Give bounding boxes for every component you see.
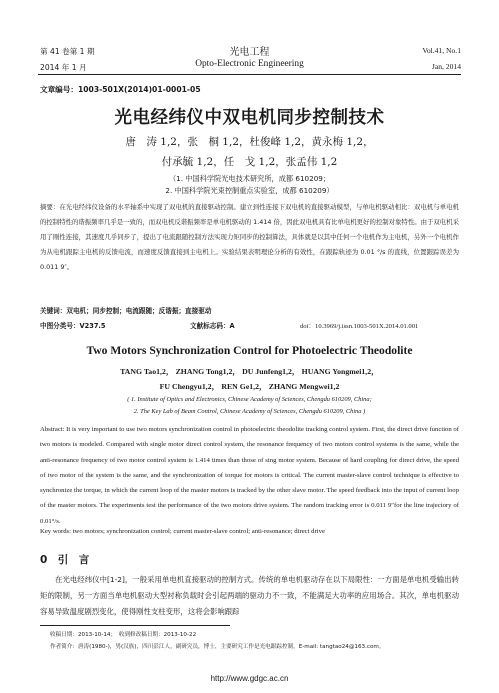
abstract-cn: 摘要：在光电经纬仪设备的水平轴系中实现了双电机的直接驱动控制。建立到性连接下双电机的直接驱动模型，与单电机驱动相比：双电机与单电机的控制特性的谐振频率几乎是一致的，而双电机反谐振频率是单电机驱动的 1.414 倍，因此双电机具有比单电机更好的控制对象特性。由于双电机采用了刚性连接，其速度几乎同步了，提出了电流跟随控制方法实现力矩同步的控制算法，具体就是以其中任何一个电机作为主电机，另外一个电机作为从电机跟踪主电机的反馈电流，而速度反馈直接到主电机上。实验结果表明理论分析的有效性，在跟踪轨迹为 0.01 °/s 的直线，位置跟踪误差为 0.011 9″。 bbox=[40, 203, 459, 271]
header-volume-cn: 第 41 卷第 1 期 bbox=[40, 47, 95, 56]
header-journal-en: Opto-Electronic Engineering bbox=[195, 59, 304, 69]
header-volume-en: Vol.41, No.1 bbox=[422, 46, 461, 55]
keywords-cn: 关键词：双电机；同步控制；电流跟随；反谐振；直接驱动 bbox=[40, 307, 212, 315]
footer-url[interactable]: http://www.gdgc.ac.cn bbox=[210, 674, 289, 683]
section-title: 0 引 言 bbox=[40, 554, 90, 566]
authors-en-line2: FU Chengyu1,2， REN Ge1,2， ZHANG Mengwei1,2 bbox=[159, 382, 340, 391]
affiliation-en-1: ( 1. Institute of Optics and Electronics, Chinese Academy of Sciences, Chengdu 610209, China; bbox=[127, 396, 372, 403]
keywords-en: Key words: two motors; synchronization control; current master-slave control; anti-resonance; direct drive bbox=[40, 528, 325, 535]
document-code: 文献标志码：A bbox=[190, 322, 235, 330]
footnote-author: 作者简介：唐涛(1980-)，男(汉族)，四川彭江人，副研究员，博士，主要研究工作是光电跟踪控制。E-mail: tangtao24@163.com。 bbox=[50, 644, 385, 650]
header-rule bbox=[38, 74, 461, 75]
doi: doi：10.3969/j.issn.1003-501X.2014.01.001 bbox=[300, 323, 419, 330]
title-en: Two Motors Synchronization Control for Photoelectric Theodolite bbox=[86, 344, 413, 357]
affiliation-cn-1: （1. 中国科学院光电技术研究所，成都 610209； bbox=[168, 174, 331, 183]
header-journal-cn: 光电工程 bbox=[229, 47, 270, 58]
clc-number: 中图分类号：V237.5 bbox=[40, 322, 106, 330]
footnote-rule bbox=[40, 625, 230, 626]
footnote-received: 收稿日期：2013-10-14； 收到修改稿日期：2013-10-22 bbox=[50, 632, 197, 638]
affiliation-en-2: 2. The Key Lab of Beam Control, Chinese Academy of Sciences, Chengdu 610209, China ) bbox=[133, 408, 366, 415]
affiliation-cn-2: 2. 中国科学院光束控制重点实验室，成都 610209） bbox=[165, 186, 334, 195]
intro-paragraph: 在光电经纬仪中[1-2]，一般采用单电机直接驱动的控制方式。传统的单电机驱动存在以下局限性：一方面是单电机受输出转矩的限制，另一方面当单电机驱动大型衬称负载时会引起两端的驱动力不一致，不能满足大功率的应用场合。其次，单电机驱动容易导致温度剧烈变化，使得刚性支柱变形，这将会影响跟踪 bbox=[40, 575, 459, 616]
header-date-en: Jan, 2014 bbox=[431, 62, 461, 71]
authors-cn-line2: 付承毓 1,2，任 戈 1,2，张孟伟 1,2 bbox=[161, 156, 338, 168]
title-cn: 光电经纬仪中双电机同步控制技术 bbox=[114, 108, 385, 128]
abstract-en: Abstract: It is very important to use two motors synchronization control in photoelectric theodolite tracking control system. First, the direct drive function of two motors is modeled. Compared with single motor direct control system, the resonance frequency of two motors control systems is the same, while the anti-resonance frequency of two motor control system is 1.414 times than those of sing motor system. Because of hard coupling for direct drive, the speed of two motor of the system is the same, and the synchronization of torque for motors is critical. The current master-slave control technique is effective to synchronize the torque, in which the current loop of the master motors is tracked by the other slave motor. The speed feedback into the input of current loop of the master motors. The experiments test the performance of the two motors drive system. The random tracking error is 0.011 9″for the line trajectory of 0.01°/s. bbox=[40, 426, 459, 525]
authors-en-line1: TANG Tao1,2， ZHANG Tong1,2， DU Junfeng1,2， HUANG Yongmei1,2， bbox=[120, 367, 379, 376]
article-number: 文章编号：1003-501X(2014)01-0001-05 bbox=[40, 85, 201, 94]
header-date-cn: 2014 年 1 月 bbox=[40, 63, 87, 72]
authors-cn-line1: 唐 涛 1,2，张 桐 1,2，杜俊峰 1,2，黄永梅 1,2， bbox=[125, 136, 374, 148]
